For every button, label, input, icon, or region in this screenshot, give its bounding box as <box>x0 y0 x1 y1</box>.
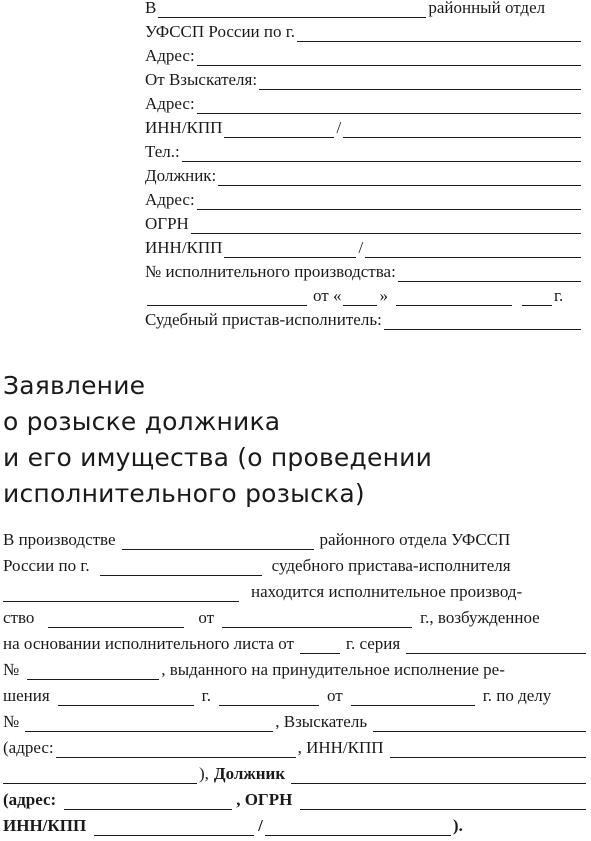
city-field-2[interactable] <box>100 560 262 576</box>
title-line: о розыске должника <box>3 407 281 436</box>
writ-date-field[interactable] <box>300 638 340 654</box>
debtor-inn-field[interactable] <box>224 242 356 258</box>
body-text: , выданного на принудительное исполнение ре- <box>161 660 505 679</box>
header-line-debtor-inn <box>145 236 583 258</box>
body-text: ИНН/КПП <box>3 816 87 835</box>
debtor-kpp-field-2[interactable] <box>265 820 451 836</box>
header-label: ИНН/КПП <box>145 118 223 137</box>
body-text: г. <box>201 686 211 705</box>
body-text: районного отдела УФССП <box>319 530 511 549</box>
header-label: ИНН/КПП <box>145 238 223 257</box>
body-text: от <box>198 608 215 627</box>
case-number-cont-field[interactable] <box>147 290 307 306</box>
claimant-address-field[interactable] <box>197 98 581 114</box>
claimant-address-field-2[interactable] <box>56 742 296 758</box>
body-text: , ОГРН <box>236 790 293 809</box>
header-label: Судебный пристав-исполнитель: <box>145 310 382 329</box>
body-line <box>3 706 588 732</box>
city-field[interactable] <box>297 26 581 42</box>
debtor-inn-field-2[interactable] <box>94 820 254 836</box>
header-label: от « <box>313 286 342 305</box>
body-text: В производстве <box>3 530 116 549</box>
year-field[interactable] <box>522 290 552 306</box>
header-label: Адрес: <box>145 46 195 65</box>
title-line: исполнительного розыска) <box>3 479 365 508</box>
bailiff-field[interactable] <box>384 314 581 330</box>
case-number-field-2[interactable] <box>25 716 273 732</box>
debtor-ogrn-field-2[interactable] <box>300 794 586 810</box>
department-address-field[interactable] <box>197 50 581 66</box>
bailiff-name-field[interactable] <box>3 586 239 602</box>
decision-date-field[interactable] <box>58 690 194 706</box>
header-label: Адрес: <box>145 94 195 113</box>
separator: / <box>358 238 364 257</box>
body-text: от <box>326 686 343 705</box>
body-text: шения <box>3 686 50 705</box>
body-line <box>3 784 588 810</box>
claimant-kpp-field[interactable] <box>343 122 581 138</box>
header-line-debtor <box>145 164 583 186</box>
header-line-debtor-address <box>145 188 583 210</box>
body-line <box>3 628 588 654</box>
department-field[interactable] <box>158 2 426 18</box>
header-label: г. <box>553 286 564 305</box>
header-line-department <box>145 0 583 18</box>
proceedings-date-field[interactable] <box>222 612 412 628</box>
header-line-city <box>145 20 583 42</box>
body-text: № <box>3 660 20 679</box>
phone-field[interactable] <box>182 146 581 162</box>
header-label: ОГРН <box>145 214 189 233</box>
body-text: , Взыскатель <box>275 712 368 731</box>
debtor-name-field[interactable] <box>291 768 586 784</box>
header-label: № исполнительного производства: <box>145 262 396 281</box>
header-label: УФССП России по г. <box>145 22 296 41</box>
claimant-inn-field-2[interactable] <box>390 742 586 758</box>
header-label: » <box>379 286 388 305</box>
body-line <box>3 550 588 576</box>
body-line <box>3 576 588 602</box>
header-line-phone <box>145 140 583 162</box>
debtor-label: Должник <box>213 764 286 783</box>
header-line-claimant-inn <box>145 116 583 138</box>
header-label: В <box>145 0 157 17</box>
claimant-inn-field[interactable] <box>224 122 334 138</box>
header-line-case-number <box>145 260 583 282</box>
body-text: г. по делу <box>482 686 552 705</box>
body-line <box>3 732 588 758</box>
claimant-kpp-field-2[interactable] <box>3 768 197 784</box>
header-line-claimant-address <box>145 92 583 114</box>
body-text: (адрес: <box>3 790 57 809</box>
writ-number-field[interactable] <box>27 664 159 680</box>
day-field[interactable] <box>343 290 377 306</box>
body-text: находится исполнительное производ- <box>251 582 523 601</box>
body-text: г., возбужденное <box>420 608 540 627</box>
body-line <box>3 602 588 628</box>
header-label: Должник: <box>145 166 217 185</box>
debtor-field[interactable] <box>218 170 581 186</box>
body-text: , ИНН/КПП <box>297 738 384 757</box>
body-line <box>3 810 588 836</box>
header-line-ogrn <box>145 212 583 234</box>
header-label: районный отдел <box>428 0 546 17</box>
separator: / <box>258 816 263 835</box>
writ-series-field[interactable] <box>406 638 586 654</box>
body-text: № <box>3 712 20 731</box>
body-text: (адрес: <box>3 738 54 757</box>
separator: / <box>336 118 342 137</box>
body-text: г. серия <box>345 634 401 653</box>
body-text: ). <box>452 816 463 835</box>
header-label: От Взыскателя: <box>145 70 258 89</box>
proceedings-number-field[interactable] <box>48 612 184 628</box>
header-line-claimant <box>145 68 583 90</box>
body-line <box>3 680 588 706</box>
claimant-field[interactable] <box>259 74 581 90</box>
header-line-bailiff <box>145 308 583 330</box>
proceedings-field[interactable] <box>122 534 314 550</box>
month-field[interactable] <box>396 290 512 306</box>
header-line-address <box>145 44 583 66</box>
document-title <box>3 368 583 512</box>
body-line <box>3 524 588 550</box>
body-text: на основании исполнительного листа от <box>3 634 294 653</box>
debtor-address-field[interactable] <box>197 194 581 210</box>
title-line: Заявление <box>3 371 146 400</box>
claimant-name-field[interactable] <box>373 716 586 732</box>
body-text: судебного пристава-исполнителя <box>271 556 511 575</box>
court-field[interactable] <box>219 690 319 706</box>
court-date-field[interactable] <box>351 690 475 706</box>
body-line <box>3 758 588 784</box>
debtor-ogrn-field[interactable] <box>191 218 581 234</box>
title-line: и его имущества (о проведении <box>3 443 433 472</box>
debtor-address-field-2[interactable] <box>64 794 232 810</box>
header-label: Адрес: <box>145 190 195 209</box>
debtor-kpp-field[interactable] <box>365 242 581 258</box>
body-line <box>3 654 588 680</box>
body-text: ), <box>199 764 209 783</box>
header-line-case-date <box>145 284 583 306</box>
body-text: ство <box>3 608 35 627</box>
body-text: России по г. <box>3 556 90 575</box>
case-number-field[interactable] <box>398 266 581 282</box>
header-label: Тел.: <box>145 142 180 161</box>
